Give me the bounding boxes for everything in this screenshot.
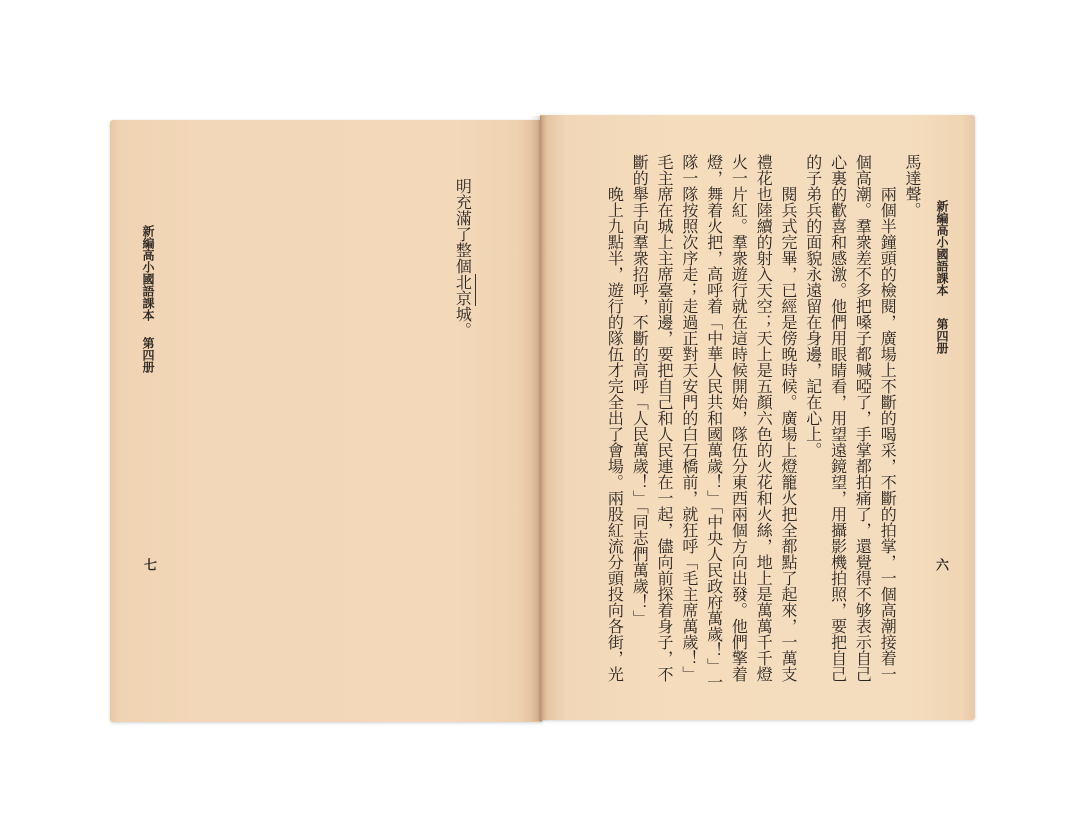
text-column: 心裏的歡喜和感激。他們用眼睛看，用望遠鏡望，用攝影機拍照，要把自己: [828, 154, 848, 682]
running-head-volume: 第四册: [141, 337, 155, 373]
text-column: 晚上九點半，遊行的隊伍才完全出了會場。兩股紅流分頭投向各街，光: [605, 186, 625, 682]
text-column: 閱兵式完畢，已經是傍晚時候。廣場上燈籠火把全都點了起來，一萬支: [779, 186, 798, 682]
text-column: [450, 178, 475, 378]
text-column: 馬達聲。: [902, 154, 922, 218]
running-head-title: 新編高小國語課本: [935, 200, 949, 296]
text-column: 兩個半鐘頭的檢閱，廣場上不斷的喝采，不斷的拍掌，一個高潮接着一: [878, 186, 898, 682]
text-segment: 明充滿了整個: [453, 178, 473, 274]
page-number: 六: [933, 558, 948, 571]
running-head-volume: 第四册: [935, 318, 949, 354]
book-gutter: [530, 116, 550, 721]
running-head-title: 新編高小國語課本: [141, 225, 155, 321]
text-column: 個高潮。羣衆差不多把嗓子都喊啞了，手掌都拍痛了，還覺得不够表示自己: [853, 154, 873, 682]
text-column: 的子弟兵的面貌永遠留在身邊，記在心上。: [803, 154, 823, 458]
text-column: 毛主席在城上主席臺前邊，要把自己和人民連在一起，儘向前探着身子，不: [655, 154, 675, 682]
text-column: 斷的舉手向羣衆招呼，不斷的高呼「人民萬歲！」「同志們萬歲！」: [630, 154, 650, 626]
text-column: 隊一隊按照次序走；走過正對天安門的白石橋前，就狂呼「毛主席萬歲！」: [679, 154, 699, 682]
text-column: 禮花也陸續的射入天空；天上是五顏六色的火花和火絲，地上是萬萬千千燈: [754, 154, 774, 682]
body-text-right: [602, 154, 924, 714]
body-text-left: [450, 178, 475, 378]
text-column: 火一片紅。羣衆遊行就在這時候開始，隊伍分東西兩個方向出發。他們擎着: [729, 154, 749, 682]
text-segment: 城。: [453, 306, 473, 338]
left-page: [110, 120, 542, 722]
page-number: 七: [141, 558, 156, 571]
proper-noun-mark: 北京: [453, 274, 476, 306]
text-column: 燈，舞着火把，高呼着「中華人民共和國萬歲！」「中央人民政府萬歲！」一: [704, 154, 724, 690]
